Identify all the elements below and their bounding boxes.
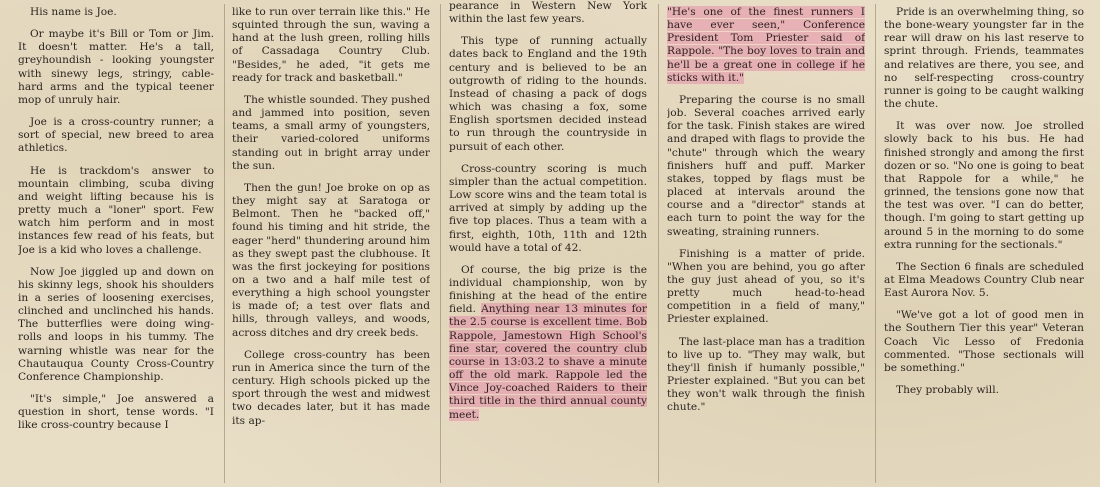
paragraph: It was over now. Joe strolled slowly back to his bus. He had finished strongly and among the first dozen or so. "No one is going to beat that Rappole for a while," he grinned, the tensions gone now that the test was over. "I can do better, though. I'm going to start getting up around 5 in the morning to do some extra running for the sectionals." [884, 120, 1084, 251]
paragraph: Finishing is a matter of pride. "When you are behind, you go after the guy just ahead of you, so it's pretty much head-to-head competition in a field of many," Priester explained. [667, 247, 865, 326]
paragraph: Cross-country scoring is much simpler than the actual competition. Low score wins and the team total is arrived at simply by adding up the five top places. Thus a team with a first, eighth, 10th, 11th and 12th would have a total of 42. [449, 162, 647, 254]
column-1 [18, 0, 214, 487]
paragraph: like to run over terrain like this." He squinted through the sun, waving a hand at the lush green, rolling hills of Cassadaga Country Club. "Besides," he aded, "it gets me ready for track and basketball." [232, 6, 430, 84]
paragraph [449, 264, 647, 422]
paragraph: They probably will. [896, 384, 999, 397]
paragraph: His name is Joe. [30, 6, 117, 18]
column-2 [232, 0, 430, 487]
paragraph: The last-place man has a tradition to live up to. "They may walk, but they'll finish if humanly possible," Priester explained. "But you can bet they won't walk through the finish chute." [667, 335, 865, 414]
column-divider [224, 4, 225, 483]
paragraph: The Section 6 finals are scheduled at Elma Meadows Country Club near East Aurora Nov. 5. [884, 260, 1084, 300]
column-5 [884, 0, 1084, 487]
paragraph: Or maybe it's Bill or Tom or Jim. It doesn't matter. He's a tall, greyhoundish - looking youngster with sinewy legs, stringy, cable-hard arms and the typical teener mop of unruly hair. [18, 28, 214, 106]
highlighted-text: "He's one of the finest runners I have ever seen," Conference President Tom Priester said of Rappole. "The boy loves to train and he'll be a great one in college if he sticks with it." [667, 6, 865, 84]
column-3 [449, 0, 647, 487]
column-divider [658, 4, 659, 483]
paragraph: "It's simple," Joe answered a question in short, tense words. "I like cross-country because I [18, 393, 214, 432]
highlighted-text: Anything near 13 minutes for the 2.5 course is excellent time. Bob Rappole, Jamestown High School's fine star, covered the country club course in 13:03.2 to shave a minute off the old mark. Rappole led the Vince Joy-coached Raiders to their third title in the third annual county meet. [449, 303, 647, 421]
paragraph: He is trackdom's answer to mountain climbing, scuba diving and weight lifting because his is pretty much a "loner" sport. Few watch him perform and in most instances few read of his feats, but Joe is a kid who loves a challenge. [18, 164, 214, 256]
paragraph: Then the gun! Joe broke on op as they might say at Saratoga or Belmont. Then he "backed off," found his timing and hit stride, the eager "herd" thundering around him as they swept past the clubhouse. It was the first jockeying for positions on a two and a half mile test of everything a high school youngster is made of; a test over flats and hills, through valleys, and woods, across ditches and dry creek beds. [232, 181, 430, 339]
paragraph-text: Of course, the big prize is the individual championship, won by finishing at the head of the entire field. [449, 263, 647, 316]
paragraph [667, 6, 865, 85]
paragraph: Joe is a cross-country runner; a sort of special, new breed to area athletics. [18, 116, 214, 155]
paragraph: Pride is an overwhelming thing, so the bone-weary youngster far in the rear will draw on his last reserve to sprint through. Friends, teammates and relatives are there, you see, and no self-respecting cross-country runner is going to be caught walking the chute. [884, 6, 1084, 111]
paragraph: Preparing the course is no small job. Several coaches arrived early for the task. Finish stakes are wired and draped with flags to provide the "chute" through which the weary finishers huff and puff. Marker stakes, topped by flags must be placed at intervals around the course and a "director" stands at each turn to point the way for the sweating, straining runners. [667, 93, 865, 238]
paragraph: This type of running actually dates back to England and the 19th century and is believed to be an outgrowth of riding to the hounds. Instead of chasing a pack of dogs which was chasing a fox, some English sportsmen decided instead to run through the countryside in pursuit of each other. [449, 35, 647, 153]
paragraph: The whistle sounded. They pushed and jammed into position, seven teams, a small army of youngsters, their varied-colored uniforms standing out in bright array under the sun. [232, 93, 430, 172]
paragraph: "We've got a lot of good men in the Southern Tier this year" Veteran Coach Vic Lesso of Fredonia commented. "Those sectionals will be something." [884, 309, 1084, 374]
column-divider [440, 4, 441, 483]
paragraph: pearance in Western New York within the last few years. [449, 0, 647, 26]
paragraph: College cross-country has been run in America since the turn of the century. High schools picked up the sport through the west and midwest two decades later, but it has made its ap- [232, 348, 430, 427]
paragraph: Now Joe jiggled up and down on his skinny legs, shook his shoulders in a series of loosening exercises, clinched and unclinched his hands. The butterflies were doing wing-rolls and loops in his tummy. The warning whistle was near for the Chautauqua County Cross-Country Conference Championship. [18, 265, 214, 383]
column-divider [875, 4, 876, 483]
column-4 [667, 0, 865, 487]
